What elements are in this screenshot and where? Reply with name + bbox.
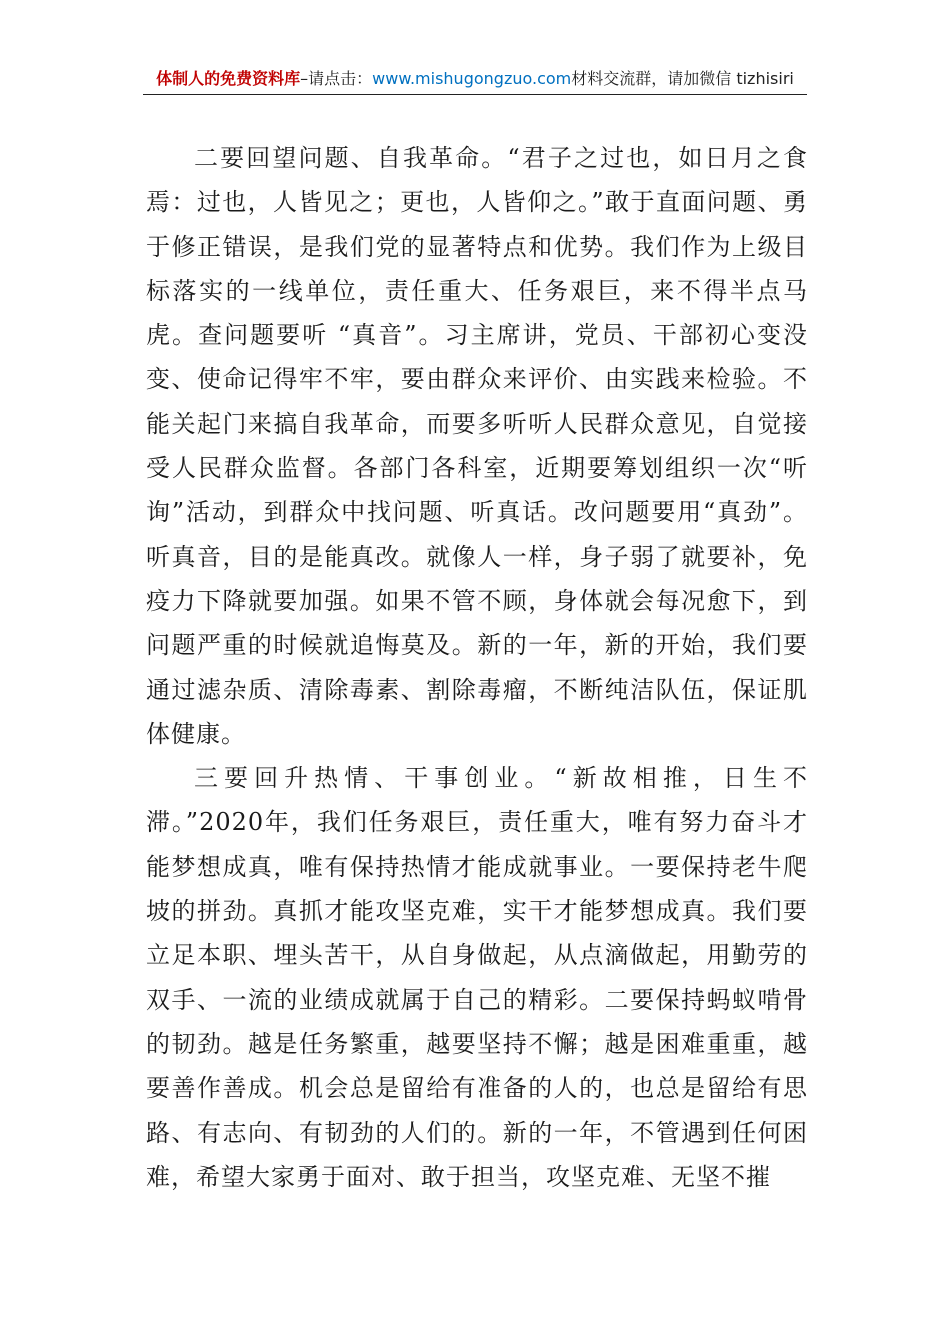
header-brand: 体制人的免费资料库 [156, 69, 301, 88]
header-note: 材料交流群，请加微信 tizhisiri [571, 69, 794, 88]
paragraph: 三要回升热情、干事创业。“新故相推，日生不滞。”2020年，我们任务艰巨，责任重大，唯有努力奋斗才能梦想成真，唯有保持热情才能成就事业。一要保持老牛爬坡的拼劲。真抓才能攻坚克难，实干才能梦想成真。我们要立足本职、埋头苦干，从自身做起，从点滴做起，用勤劳的双手、一流的业绩成就属于自己的精彩。二要保持蚂蚁啃骨的韧劲。越是任务繁重，越要坚持不懈；越是困难重重，越要善作善成。机会总是留给有准备的人的，也总是留给有思路、有志向、有韧劲的人们的。新的一年，不管遇到任何困难，希望大家勇于面对、敢于担当，攻坚克难、无坚不摧 [146, 764, 808, 1191]
page-header [143, 66, 807, 95]
document-body [146, 136, 808, 1199]
paragraph: 二要回望问题、自我革命。“君子之过也，如日月之食焉：过也，人皆见之；更也，人皆仰之。”敢于直面问题、勇于修正错误，是我们党的显著特点和优势。我们作为上级目标落实的一线单位，责任重大、任务艰巨，来不得半点马虎。查问题要听 “真音”。习主席讲，党员、干部初心变没变、使命记得牢不牢，要由群众来评价、由实践来检验。不能关起门来搞自我革命，而要多听听人民群众意见，自觉接受人民群众监督。各部门各科室，近期要筹划组织一次“听询”活动，到群众中找问题、听真话。改问题要用“真劲”。听真音，目的是能真改。就像人一样，身子弱了就要补，免疫力下降就要加强。如果不管不顾，身体就会每况愈下，到问题严重的时候就追悔莫及。新的一年，新的开始，我们要通过滤杂质、清除毒素、割除毒瘤，不断纯洁队伍，保证肌体健康。 [146, 144, 808, 748]
header-url-link[interactable]: www.mishugongzuo.com [372, 69, 572, 88]
header-prompt: –请点击： [300, 69, 373, 88]
